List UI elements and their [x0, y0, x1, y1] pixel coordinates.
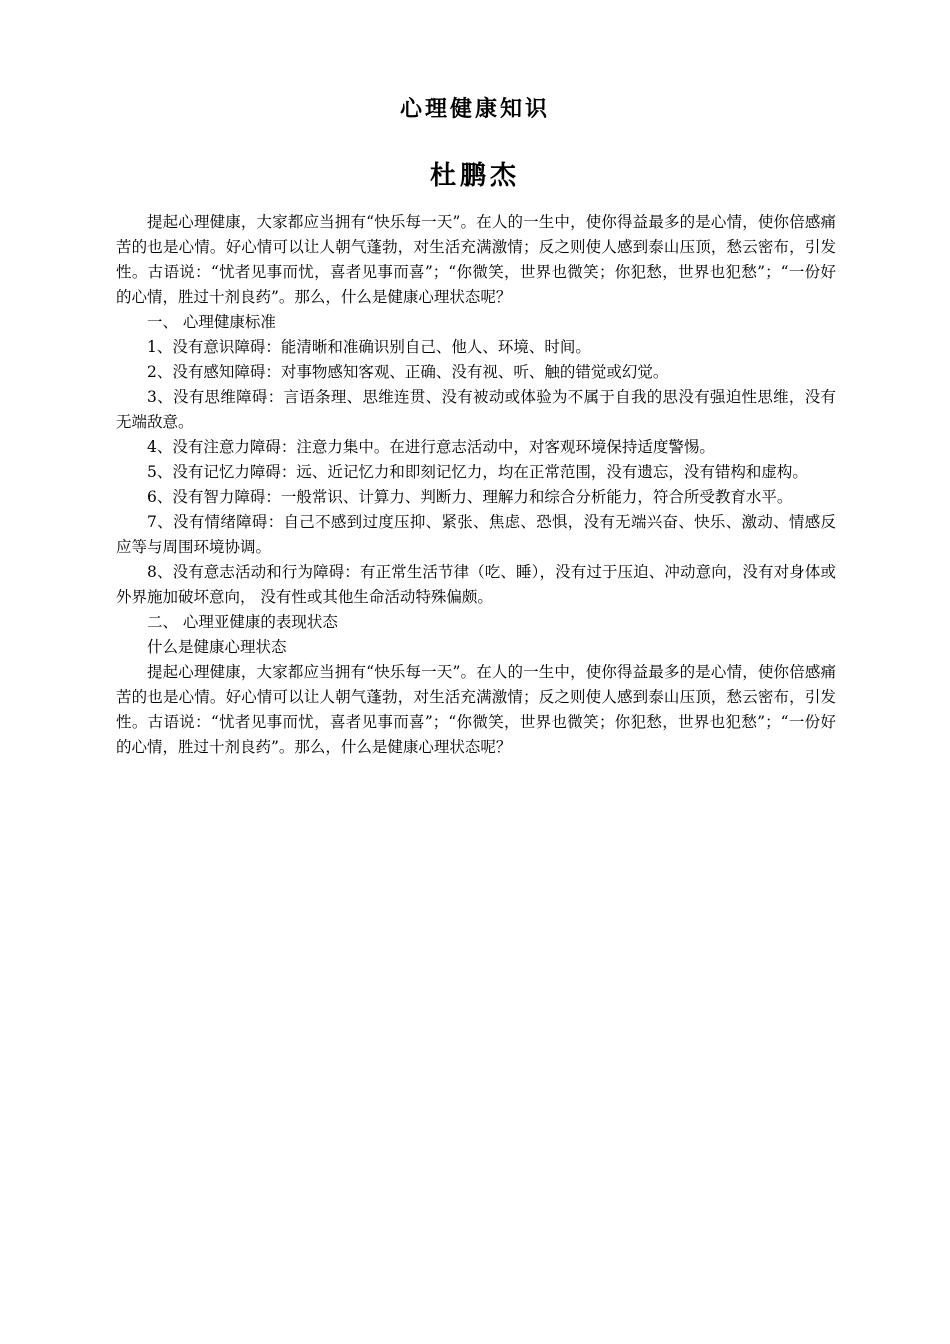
section-heading-1: 一、 心理健康标准 [147, 313, 276, 331]
list-item: 2、没有感知障碍：对事物感知客观、正确、没有视、听、触的错觉或幻觉。 [147, 363, 669, 381]
document-title: 心理健康知识 [399, 96, 550, 122]
sub-heading: 什么是健康心理状态 [147, 638, 287, 656]
list-item: 1、没有意识障碍：能清晰和准确识别自己、他人、环境、时间。 [147, 338, 591, 356]
section-heading-2: 二、 心理亚健康的表现状态 [147, 613, 338, 631]
list-item: 5、没有记忆力障碍：远、近记忆力和即刻记忆力，均在正常范围，没有遗忘，没有错构和虚构。 [147, 463, 808, 481]
paragraph-intro: 提起心理健康，大家都应当拥有“快乐每一天”。在人的一生中，使你得益最多的是心情，使你倍感痛苦的也是心情。好心情可以让人朝气蓬勃，对生活充满激情；反之则使人感到泰山压顶，愁云密布，引发性。古语说：“忧者见事而忧，喜者见事而喜”；“你微笑，世界也微笑；你犯愁，世界也犯愁”；“一份好的心情，胜过十剂良药”。那么，什么是健康心理状态呢？ [116, 213, 836, 306]
list-item: 6、没有智力障碍：一般常识、计算力、判断力、理解力和综合分析能力，符合所受教育水平。 [147, 488, 793, 506]
list-item: 3、没有思维障碍：言语条理、思维连贯、没有被动或体验为不属于自我的思没有强迫性思维，没有无端敌意。 [116, 388, 836, 431]
document-body [116, 210, 836, 760]
document-author: 杜鹏杰 [429, 161, 520, 191]
paragraph-repeat: 提起心理健康，大家都应当拥有“快乐每一天”。在人的一生中，使你得益最多的是心情，使你倍感痛苦的也是心情。好心情可以让人朝气蓬勃，对生活充满激情；反之则使人感到泰山压顶，愁云密布，引发性。古语说：“忧者见事而忧，喜者见事而喜”；“你微笑，世界也微笑；你犯愁，世界也犯愁”；“一份好的心情，胜过十剂良药”。那么，什么是健康心理状态呢？ [116, 663, 836, 756]
list-item: 7、没有情绪障碍：自己不感到过度压抑、紧张、焦虑、恐惧，没有无端兴奋、快乐、激动、情感反应等与周围环境协调。 [116, 513, 836, 556]
list-item: 4、没有注意力障碍：注意力集中。在进行意志活动中，对客观环境保持适度警惕。 [147, 438, 715, 456]
list-item: 8、没有意志活动和行为障碍：有正常生活节律（吃、睡），没有过于压迫、冲动意向，没有对身体或外界施加破坏意向， 没有性或其他生命活动特殊偏颇。 [116, 563, 836, 606]
